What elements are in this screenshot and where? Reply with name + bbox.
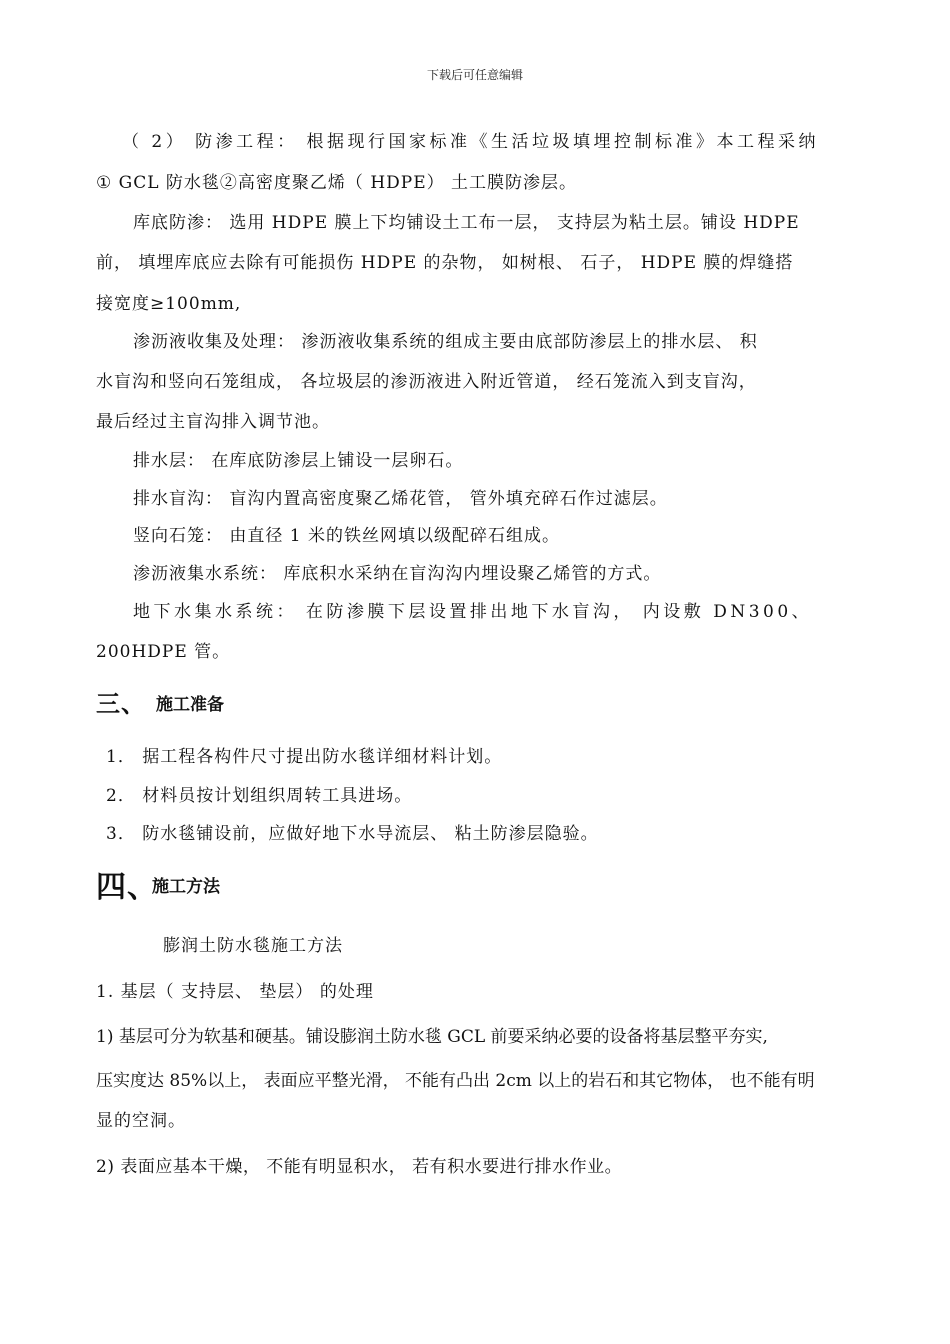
paragraph-line: 地下水集水系统： 在防渗膜下层设置排出地下水盲沟， 内设敷 DN300、 <box>133 602 813 622</box>
page-header: 下载后可任意编辑 <box>426 68 523 82</box>
paragraph-line: 库底防渗： 选用 HDPE 膜上下均铺设土工布一层， 支持层为粘土层。铺设 HDPE <box>133 213 800 233</box>
list-item: 3． 防水毯铺设前，应做好地下水导流层、 粘土防渗层隐验。 <box>106 824 599 844</box>
paragraph-line: （ 2） 防渗工程： 根据现行国家标准《生活垃圾填埋控制标准》本工程采纳 <box>122 132 820 152</box>
paragraph-line: 排水层： 在库底防渗层上铺设一层卵石。 <box>133 451 464 471</box>
paragraph-line: 竖向石笼： 由直径 1 米的铁丝网填以级配碎石组成。 <box>133 526 561 546</box>
section-number: 三、 <box>96 690 146 718</box>
paragraph-line: 2) 表面应基本干燥， 不能有明显积水， 若有积水要进行排水作业。 <box>96 1157 623 1177</box>
paragraph-line: 200HDPE 管。 <box>96 642 231 662</box>
list-item: 2． 材料员按计划组织周转工具进场。 <box>106 786 413 806</box>
paragraph-line: 前， 填埋库底应去除有可能损伤 HDPE 的杂物， 如树根、 石子， HDPE 膜的焊缝搭 <box>96 253 794 273</box>
paragraph-line: 渗沥液集水系统： 库底积水采纳在盲沟沟内埋设聚乙烯管的方式。 <box>133 564 662 584</box>
section-number: 四、 <box>96 870 158 905</box>
paragraph-line: ① GCL 防水毯②高密度聚乙烯（ HDPE） 土工膜防渗层。 <box>96 173 578 193</box>
paragraph-line: 1) 基层可分为软基和硬基。铺设膨润土防水毯 GCL 前要采纳必要的设备将基层整平夯实, <box>96 1027 768 1047</box>
paragraph-line: 最后经过主盲沟排入调节池。 <box>96 412 330 432</box>
paragraph-line: 水盲沟和竖向石笼组成， 各垃圾层的渗沥液进入附近管道， 经石笼流入到支盲沟， <box>96 372 757 392</box>
paragraph-line: 显的空洞。 <box>96 1111 186 1131</box>
paragraph-line: 渗沥液收集及处理： 渗沥液收集系统的组成主要由底部防渗层上的排水层、 积 <box>133 332 758 352</box>
list-item: 1. 基层（ 支持层、 垫层） 的处理 <box>96 982 374 1002</box>
subsection-title: 膨润土防水毯施工方法 <box>163 936 343 956</box>
paragraph-line: 排水盲沟： 盲沟内置高密度聚乙烯花管， 管外填充碎石作过滤层。 <box>133 489 668 509</box>
section-title: 施工方法 <box>152 877 220 897</box>
paragraph-line: 压实度达 85%以上， 表面应平整光滑， 不能有凸出 2cm 以上的岩石和其它物体， 也不能有明 <box>96 1071 815 1091</box>
section-title: 施工准备 <box>156 695 224 715</box>
paragraph-line: 接宽度≥100mm, <box>96 294 242 314</box>
list-item: 1． 据工程各构件尺寸提出防水毯详细材料计划。 <box>106 747 503 767</box>
